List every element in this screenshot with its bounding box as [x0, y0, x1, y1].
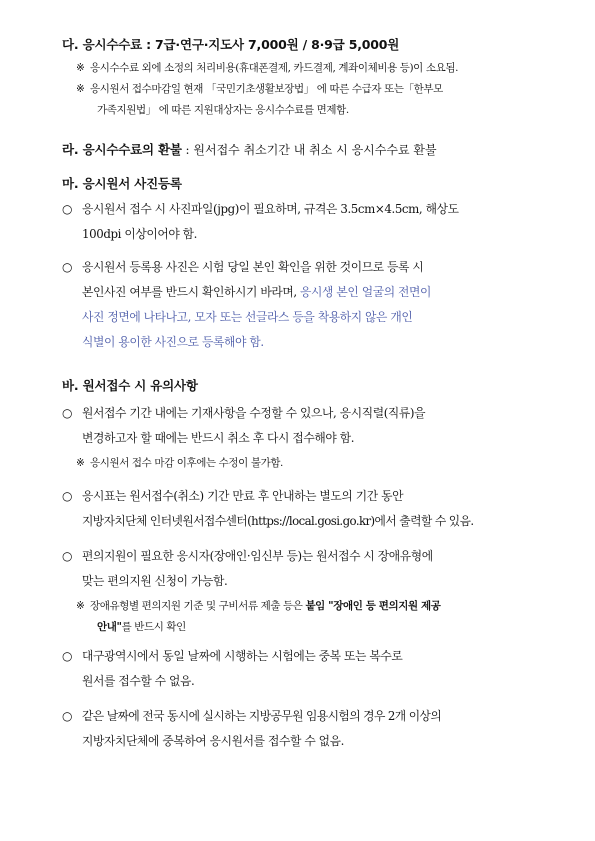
photo-item-format: ○ 응시원서 접수 시 사진파일(jpg)이 필요하며, 규격은 3.5cm×4.5cm, 해상도 100dpi 이상이어야 함.	[62, 197, 552, 247]
precaution-item-edit: ○ 원서접수 기간 내에는 기재사항을 수정할 수 있으나, 응시직렬(직류)을 변경하고자 할 때에는 반드시 취소 후 다시 접수해야 함.	[62, 401, 552, 451]
note-mark: ※	[76, 457, 85, 469]
highlight-text: 사진 정면에 나타나고, 모자 또는 선글라스 등을 착용하지 않은 개인	[82, 310, 413, 324]
bullet-mark: ○	[62, 649, 73, 663]
bullet-mark: ○	[62, 260, 73, 274]
document-page	[62, 36, 552, 754]
bullet-mark: ○	[62, 406, 73, 420]
note-accommodation-guide: ※ 장애유형별 편의지원 기준 및 구비서류 제출 등은 붙임 "장애인 등 편의지원 제공 안내"를 반드시 확인	[62, 596, 552, 638]
section-photo-title: 마. 응시원서 사진등록	[62, 176, 182, 191]
bullet-mark: ○	[62, 549, 73, 563]
precaution-item-daegu-duplicate: ○ 대구광역시에서 동일 날짜에 시행하는 시험에는 중복 또는 복수로 원서를 접수할 수 없음.	[62, 644, 552, 694]
bullet-mark: ○	[62, 202, 73, 216]
precaution-item-accommodation: ○ 편의지원이 필요한 응시자(장애인·임신부 등)는 원서접수 시 장애유형에 맞는 편의지원 신청이 가능함.	[62, 544, 552, 594]
note-no-edit-after-deadline: ※ 응시원서 접수 마감 이후에는 수정이 불가함.	[62, 453, 552, 474]
note-mark: ※	[76, 600, 85, 612]
bullet-mark: ○	[62, 489, 73, 503]
note-processing-cost: ※ 응시수수료 외에 소정의 처리비용(휴대폰결제, 카드결제, 계좌이체비용 등)이 소요됨.	[62, 58, 552, 79]
note-fee-exemption: ※ 응시원서 접수마감일 현재 「국민기초생활보장법」 에 따른 수급자 또는「한부모 가족지원법」 에 따른 지원대상자는 응시수수료를 면제함.	[62, 79, 552, 121]
precaution-item-national-duplicate: ○ 같은 날짜에 전국 동시에 실시하는 지방공무원 임용시험의 경우 2개 이상의 지방자치단체에 중복하여 응시원서를 접수할 수 없음.	[62, 704, 552, 754]
section-refund-text: : 원서접수 취소기간 내 취소 시 응시수수료 환불	[181, 143, 437, 157]
highlight-text: 응시생 본인 얼굴의 전면이	[300, 285, 432, 299]
note-mark: ※	[76, 83, 85, 95]
highlight-text: 식별이 용이한 사진으로 등록해야 함.	[82, 335, 264, 349]
note-mark: ※	[76, 62, 85, 74]
section-precautions-title: 바. 원서접수 시 유의사항	[62, 378, 198, 393]
photo-item-identity: ○ 응시원서 등록용 사진은 시험 당일 본인 확인을 위한 것이므로 등록 시 본인사진 여부를 반드시 확인하시기 바라며, 응시생 본인 얼굴의 전면이 사진 정면에 나타나고, 모자 또는 선글라스 등을 착용하지 않은 개인 식별이 용이한 사진으로 등록해야 함.	[62, 255, 552, 355]
section-fee-title: 다. 응시수수료 : 7급·연구·지도사 7,000원 / 8·9급 5,000원	[62, 37, 400, 52]
section-refund	[62, 141, 552, 159]
precaution-item-ticket: ○ 응시표는 원서접수(취소) 기간 만료 후 안내하는 별도의 기간 동안 지방자치단체 인터넷원서접수센터(https://local.gosi.go.kr)에서 출력할 수 있음.	[62, 484, 552, 534]
section-refund-title: 라. 응시수수료의 환불	[62, 142, 182, 157]
bullet-mark: ○	[62, 709, 73, 723]
